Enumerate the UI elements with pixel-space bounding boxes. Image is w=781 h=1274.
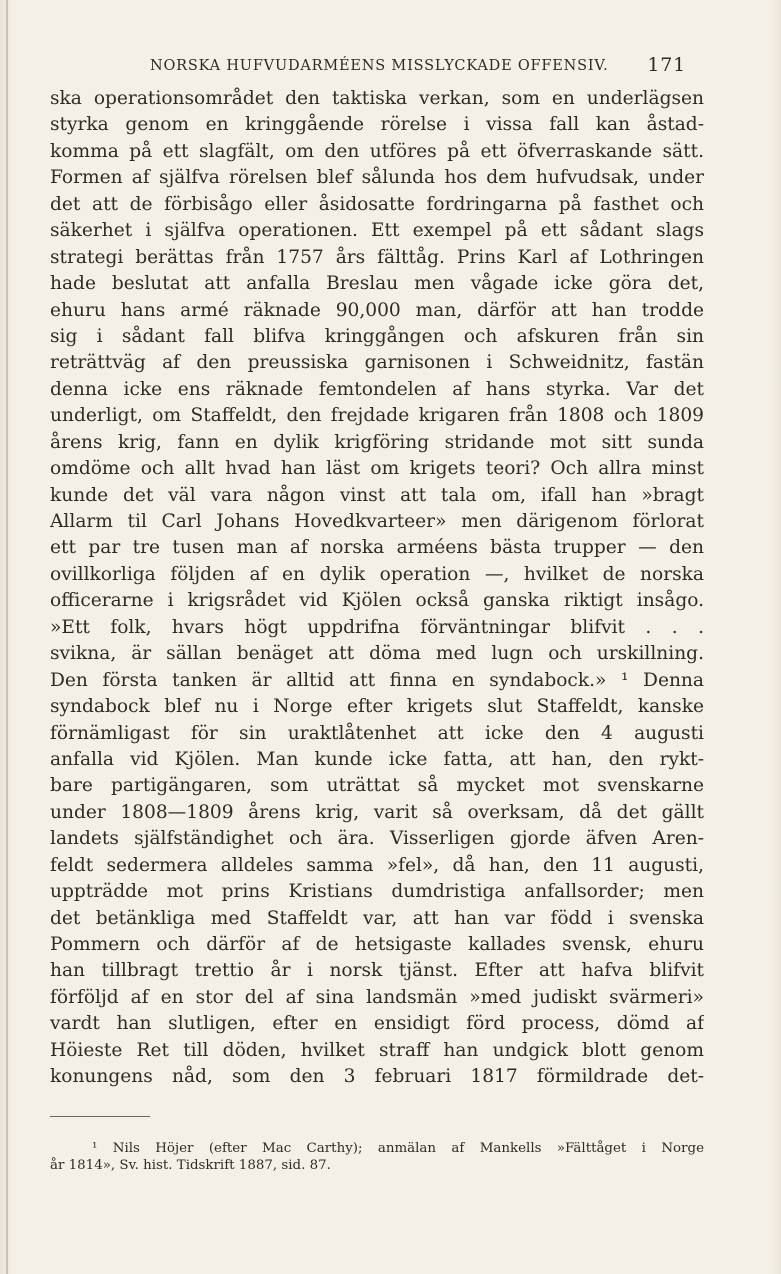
text-line: anfalla vid Kjölen. Man kunde icke fatta, att han, den rykt- [50, 748, 704, 770]
text-line: det att de förbisågo eller åsidosatte fordringarna på fasthet och [50, 193, 704, 215]
text-line: omdöme och allt hvad han läst om krigets teori? Och allra minst [50, 458, 704, 480]
text-line: officerarne i krigsrådet vid Kjölen också ganska riktigt insågo. [50, 590, 704, 612]
text-line: hade beslutat att anfalla Breslau men vågade icke göra det, [50, 273, 704, 295]
text-line: Formen af själfva rörelsen blef sålunda hos dem hufvudsak, under [50, 167, 704, 189]
running-header [150, 54, 690, 80]
footnote-rule [50, 1116, 150, 1117]
footnote-line: år 1814», Sv. hist. Tidskrift 1887, sid. 87. [50, 1158, 331, 1173]
text-line: kunde det väl vara någon vinst att tala om, ifall han »bragt [50, 484, 704, 506]
body-text [50, 86, 704, 1091]
text-line: landets själfständighet och ära. Visserligen gjorde äfven Aren- [50, 828, 704, 850]
text-line: Höieste Ret till döden, hvilket straff han undgick blott genom [50, 1039, 704, 1061]
text-line: reträttväg af den preussiska garnisonen i Schweidnitz, fastän [50, 352, 704, 374]
text-line: årens krig, fann en dylik krigföring stridande mot sitt sunda [50, 431, 704, 453]
text-line: han tillbragt trettio år i norsk tjänst. Efter att hafva blifvit [50, 960, 704, 982]
text-line: Den första tanken är alltid att finna en syndabock.» ¹ Denna [50, 669, 704, 691]
text-line: feldt sedermera alldeles samma »fel», då han, den 11 augusti, [50, 854, 704, 876]
footnotes [50, 1140, 704, 1174]
text-line: Allarm til Carl Johans Hovedkvarteer» men därigenom förlorat [50, 511, 704, 532]
text-line: syndabock blef nu i Norge efter krigets slut Staffeldt, kanske [50, 696, 704, 718]
text-line: »Ett folk, hvars högt uppdrifna förväntningar blifvit . . . [50, 616, 704, 638]
header-title: NORSKA HUFVUDARMÉENS MISSLYCKADE OFFENSIV. [150, 58, 609, 74]
text-line: ovillkorliga följden af en dylik operation —, hvilket de norska [50, 563, 704, 585]
footnote-line: ¹ Nils Höjer (efter Mac Carthy); anmälan af Mankells »Fälttåget i Norge [92, 1141, 704, 1156]
text-line: säkerhet i själfva operationen. Ett exempel på ett sådant slags [50, 220, 704, 242]
text-line: konungens nåd, som den 3 februari 1817 förmildrade det- [50, 1066, 704, 1088]
text-line: det betänkliga med Staffeldt var, att han var född i svenska [50, 907, 704, 929]
text-line: strategi berättas från 1757 års fälttåg. Prins Karl af Lothringen [50, 246, 704, 268]
text-line: förnämligast för sin uraktlåtenhet att icke den 4 augusti [50, 722, 704, 744]
text-line: ehuru hans armé räknade 90,000 man, därför att han trodde [50, 299, 704, 321]
text-line: Pommern och därför af de hetsigaste kallades svensk, ehuru [50, 934, 704, 955]
text-line: svikna, är sällan benäget att döma med lugn och urskillning. [50, 643, 704, 665]
text-line: styrka genom en kringgående rörelse i vissa fall kan åstad- [50, 114, 704, 136]
text-line: komma på ett slagfält, om den utföres på ett öfverraskande sätt. [50, 140, 704, 162]
text-line: förföljd af en stor del af sina landsmän »med judiskt svärmeri» [50, 986, 704, 1008]
text-line: bare partigängaren, som uträttat så mycket mot svenskarne [50, 775, 704, 797]
text-line: underligt, om Staffeldt, den frejdade krigaren från 1808 och 1809 [50, 405, 704, 427]
text-line: ett par tre tusen man af norska arméens bästa trupper — den [50, 537, 704, 559]
text-line: denna icke ens räknade femtondelen af hans styrka. Var det [50, 378, 704, 400]
text-line: vardt han slutligen, efter en ensidigt förd process, dömd af [50, 1013, 704, 1035]
page-number: 171 [647, 54, 686, 76]
text-line: sig i sådant fall blifva kringgången och afskuren från sin [50, 325, 704, 347]
page-spine-edge [6, 0, 8, 1274]
text-line: under 1808—1809 årens krig, varit så overksam, då det gällt [50, 801, 704, 823]
text-line: ska operationsområdet den taktiska verkan, som en underlägsen [50, 88, 704, 109]
text-line: uppträdde mot prins Kristians dumdristiga anfallsorder; men [50, 881, 704, 903]
